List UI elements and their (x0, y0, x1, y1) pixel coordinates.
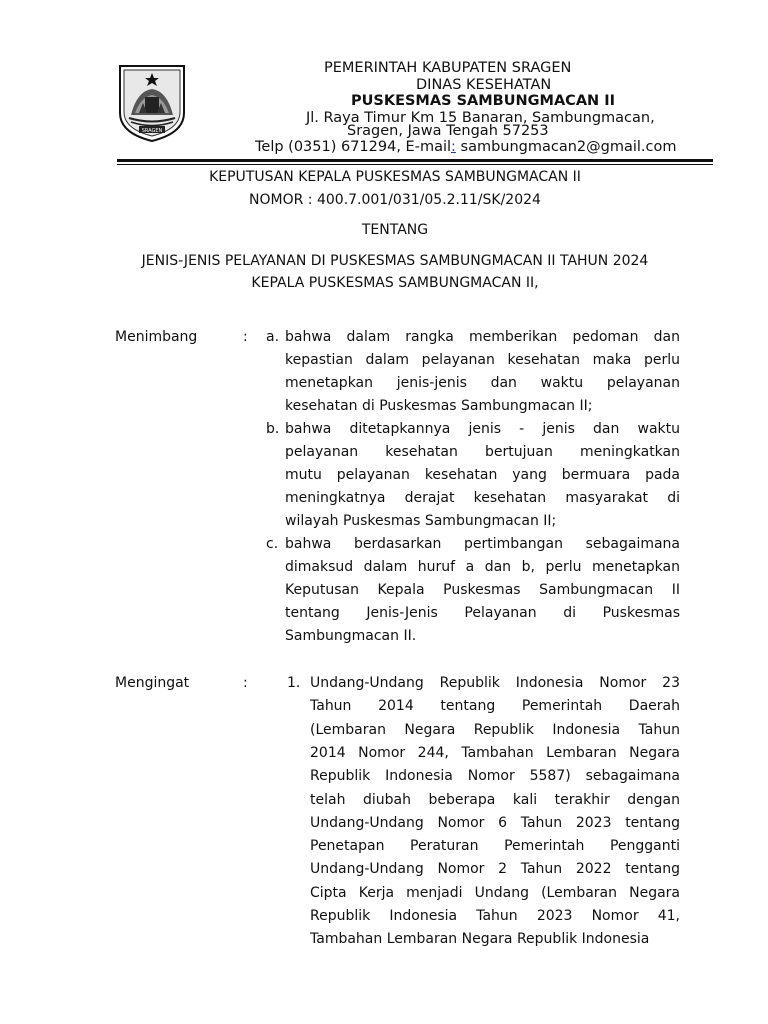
mengingat-item-line: (Lembaran Negara Republik Indonesia Tahun (310, 721, 680, 738)
menimbang-item-marker: a. (266, 329, 280, 345)
decree-title: KEPUTUSAN KEPALA PUSKESMAS SAMBUNGMACAN II (209, 169, 581, 185)
government-name: PEMERINTAH KABUPATEN SRAGEN (324, 60, 572, 76)
mengingat-colon: : (243, 675, 248, 691)
address-line-2: Sragen, Jawa Tengah 57253 (347, 123, 549, 139)
mengingat-label: Mengingat (115, 675, 190, 691)
menimbang-item-line: Sambungmacan II. (285, 628, 417, 644)
mengingat-item-line: 2014 Nomor 244, Tambahan Lembaran Negara (310, 744, 680, 761)
menimbang-item-line: kesehatan di Puskesmas Sambungmacan II; (285, 398, 593, 414)
address-line-1: Jl. Raya Timur Km 15 Banaran, Sambungmacan, (306, 110, 655, 126)
decree-number: NOMOR : 400.7.001/031/05.2.11/SK/2024 (249, 192, 541, 208)
menimbang-item-line: wilayah Puskesmas Sambungmacan II; (285, 513, 557, 529)
decree-subject: JENIS-JENIS PELAYANAN DI PUSKESMAS SAMBUNGMACAN II TAHUN 2024 (141, 253, 649, 269)
menimbang-label: Menimbang (115, 329, 198, 345)
puskesmas-name: PUSKESMAS SAMBUNGMACAN II (351, 93, 616, 109)
official-title: KEPALA PUSKESMAS SAMBUNGMACAN II, (251, 275, 539, 291)
mengingat-item-line: telah diubah beberapa kali terakhir dengan (310, 791, 680, 808)
mengingat-item-line: Undang-Undang Nomor 6 Tahun 2023 tentang (310, 814, 680, 831)
about-heading: TENTANG (361, 222, 429, 238)
menimbang-item-line: meningkatnya derajat kesehatan masyarakat di (285, 490, 680, 506)
menimbang-item-line: bahwa berdasarkan pertimbangan sebagaimana (285, 536, 680, 552)
mengingat-item-line: Tahun 2014 tentang Pemerintah Daerah (310, 698, 680, 715)
menimbang-item-line: bahwa dalam rangka memberikan pedoman dan (285, 329, 680, 345)
menimbang-item-marker: c. (266, 536, 279, 552)
menimbang-colon: : (243, 329, 248, 345)
email-address: sambungmacan2@gmail.com (455, 139, 677, 155)
mengingat-item-marker: 1. (287, 675, 301, 691)
mengingat-item-line: Cipta Kerja menjadi Undang (Lembaran Negara (310, 884, 680, 901)
menimbang-item-line: kepastian dalam pelayanan kesehatan maka perlu (285, 352, 680, 368)
menimbang-item-line: bahwa ditetapkannya jenis - jenis dan waktu (285, 421, 680, 437)
mengingat-item-line: Penetapan Peraturan Pemerintah Pengganti (310, 838, 680, 855)
mengingat-item-line: Undang-Undang Nomor 2 Tahun 2022 tentang (310, 861, 680, 878)
mengingat-item-line: Tambahan Lembaran Negara Republik Indonesia (310, 931, 650, 948)
phone-text: Telp (0351) 671294, E-mail (255, 139, 452, 155)
regency-emblem-icon (117, 63, 187, 143)
letterhead-rule-thick (117, 159, 713, 162)
menimbang-item-line: tentang Jenis-Jenis Pelayanan di Puskesmas (285, 605, 680, 621)
mengingat-item-line: Undang-Undang Republik Indonesia Nomor 23 (310, 675, 680, 691)
emblem-banner-text: SRAGEN (141, 128, 163, 134)
menimbang-item-line: mutu pelayanan kesehatan yang bermuara pada (285, 467, 680, 483)
mengingat-item-line: Republik Indonesia Nomor 5587) sebagaimana (310, 768, 680, 785)
contact-line (255, 138, 677, 156)
menimbang-item-line: dimaksud dalam huruf a dan b, perlu menetapkan (285, 559, 680, 575)
menimbang-item-marker: b. (266, 421, 280, 437)
mengingat-item-line: Republik Indonesia Tahun 2023 Nomor 41, (310, 908, 680, 924)
letterhead-rule-thin (117, 164, 713, 165)
email-colon-link[interactable]: : (451, 139, 456, 155)
menimbang-item-line: menetapkan jenis-jenis dan waktu pelayanan (285, 375, 680, 391)
menimbang-item-line: Keputusan Kepala Puskesmas Sambungmacan II (285, 582, 680, 598)
agency-name: DINAS KESEHATAN (416, 77, 552, 93)
menimbang-item-line: pelayanan kesehatan bertujuan meningkatkan (285, 444, 680, 460)
